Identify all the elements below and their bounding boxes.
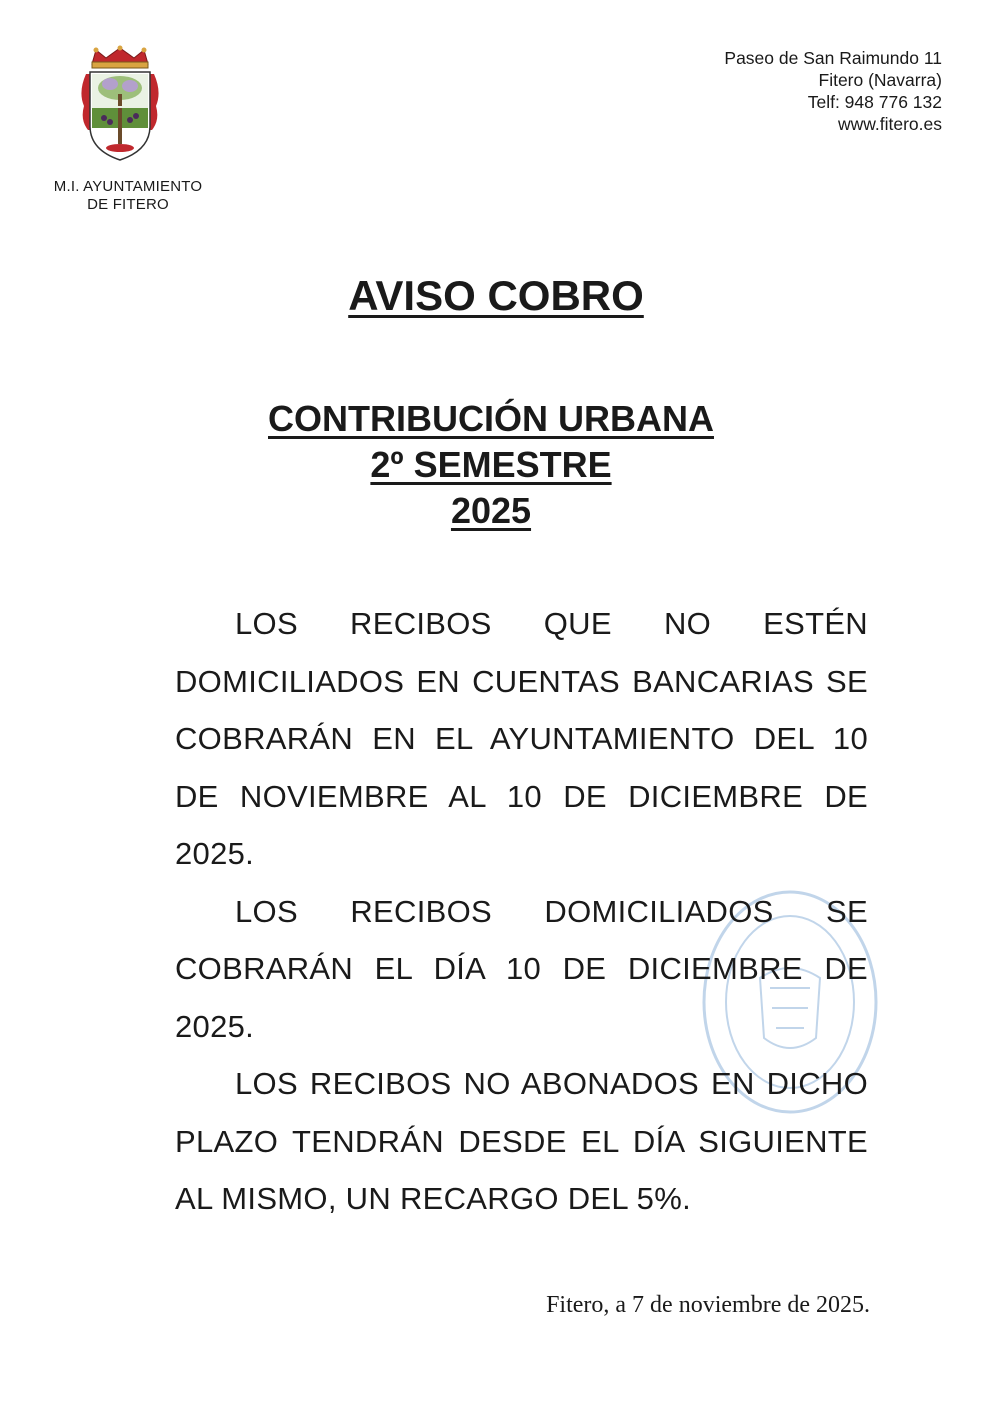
subtitle-line-1: CONTRIBUCIÓN URBANA xyxy=(268,398,714,439)
phone-number: Telf: 948 776 132 xyxy=(807,92,942,112)
org-line-1: M.I. AYUNTAMIENTO xyxy=(53,178,203,195)
signoff-date: Fitero, a 7 de noviembre de 2025. xyxy=(546,1292,870,1318)
notice-title-text: AVISO COBRO xyxy=(348,272,644,319)
address-street: Paseo de San Raimundo 11 xyxy=(724,48,942,68)
notice-title xyxy=(0,272,992,320)
contact-block xyxy=(724,47,942,135)
website[interactable]: www.fitero.es xyxy=(837,114,942,134)
subtitle-line-2: 2º SEMESTRE xyxy=(370,444,612,485)
notice-body xyxy=(175,595,868,1228)
org-line-2: DE FITERO xyxy=(87,196,169,213)
paragraph-direct-debit: LOS RECIBOS DOMICILIADOS SE COBRARÁN EL DÍA 10 DE DICIEMBRE DE 2025. xyxy=(175,893,868,1044)
paragraph-surcharge: LOS RECIBOS NO ABONADOS EN DICHO PLAZO TENDRÁN DESDE EL DÍA SIGUIENTE AL MISMO, UN RECARGO DEL 5%. xyxy=(175,1066,868,1216)
coat-of-arms-icon xyxy=(78,44,162,166)
address-city: Fitero (Navarra) xyxy=(818,70,942,90)
paragraph-unpaid-receipts: LOS RECIBOS QUE NO ESTÉN DOMICILIADOS EN CUENTAS BANCARIAS SE COBRARÁN EN EL AYUNTAMIENTO DEL 10 DE NOVIEMBRE AL 10 DE DICIEMBRE DE 2025. xyxy=(175,606,868,871)
notice-subtitle xyxy=(0,396,982,534)
organization-name xyxy=(38,178,218,214)
subtitle-line-3: 2025 xyxy=(450,490,532,531)
